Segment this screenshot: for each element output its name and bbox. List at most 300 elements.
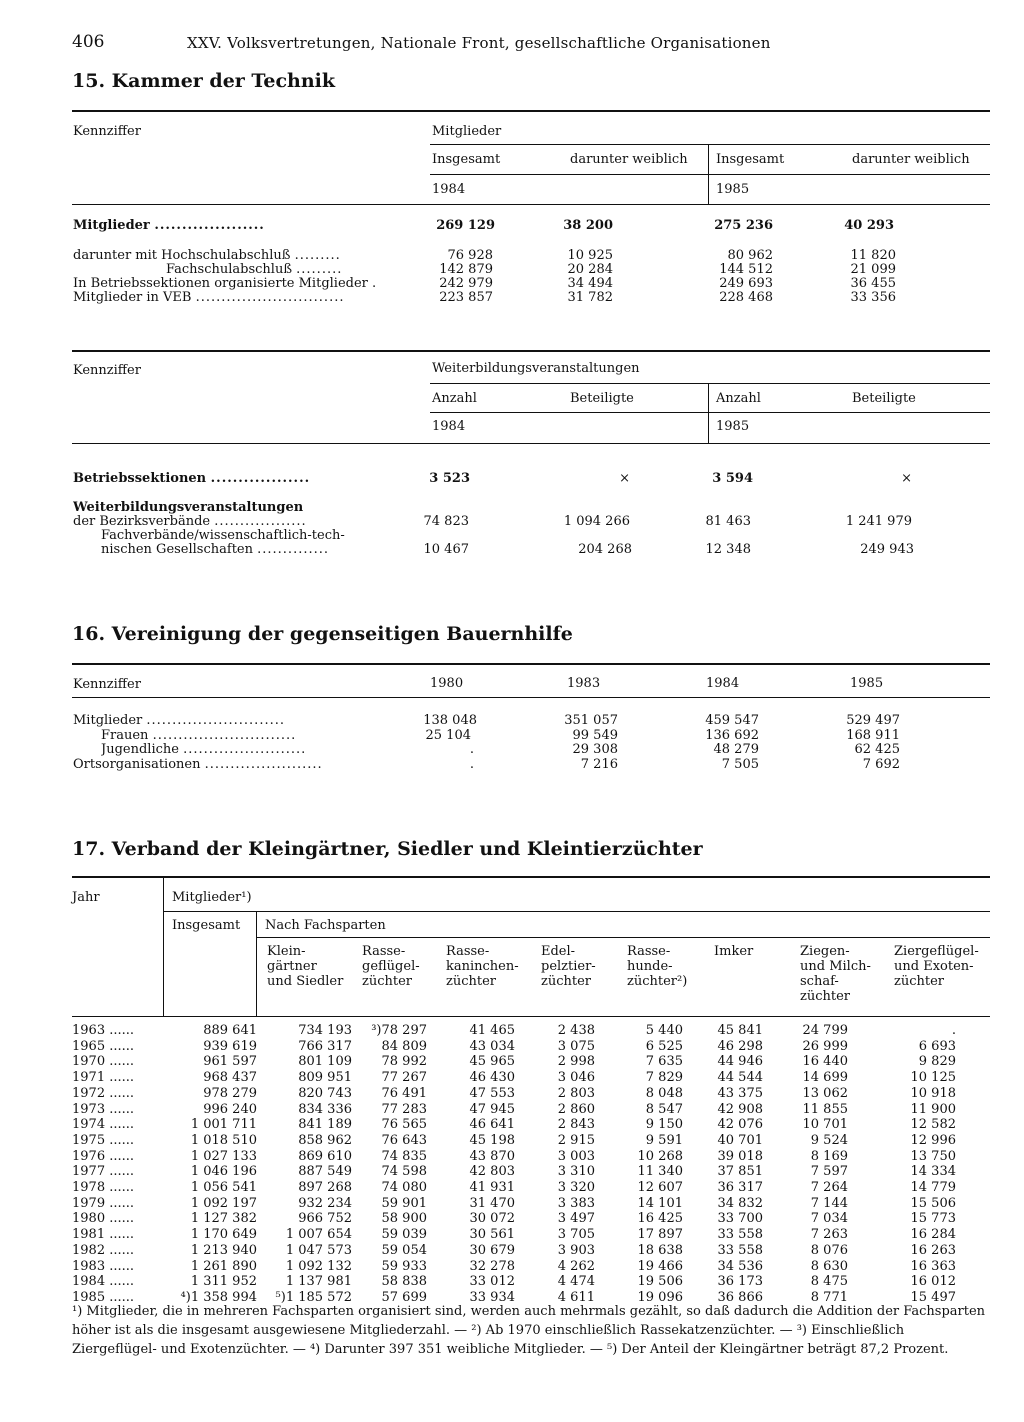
- row-label: Mitglieder in VEB .............................: [73, 290, 345, 305]
- cell: 16 284: [910, 1227, 956, 1243]
- col-group-header: Mitglieder: [432, 124, 502, 139]
- cell: 9 150: [645, 1117, 683, 1133]
- cell: 3 383: [557, 1195, 595, 1211]
- cell: 59 901: [381, 1195, 427, 1211]
- cell: 16 263: [910, 1242, 956, 1258]
- cell: 77 283: [381, 1101, 427, 1117]
- table-row: [60, 1180, 956, 1196]
- cell: 25 104: [425, 728, 471, 743]
- cell: 275 236: [714, 218, 773, 233]
- cell: 11 340: [637, 1164, 683, 1180]
- cell: 961 597: [203, 1054, 257, 1070]
- cell: 3 003: [557, 1148, 595, 1164]
- cell: 4 611: [557, 1289, 595, 1305]
- cell: 1 127 382: [190, 1211, 257, 1227]
- col-header-kennziffer: Kennziffer: [73, 677, 141, 692]
- year-header: 1983: [567, 676, 601, 691]
- cell: 8 771: [810, 1289, 848, 1305]
- cell: 45 841: [717, 1023, 763, 1038]
- year-cell: 1971 ......: [72, 1070, 135, 1086]
- table-row: [60, 1259, 956, 1275]
- cell: 40 701: [717, 1132, 763, 1148]
- cell: 3 310: [557, 1164, 595, 1180]
- col-header: Imker: [714, 944, 754, 959]
- cell: .: [469, 742, 474, 757]
- year-cell: 1983 ......: [72, 1258, 135, 1274]
- col-header-insgesamt: Insgesamt: [172, 918, 241, 933]
- cell: 887 549: [298, 1164, 352, 1180]
- table-row: [60, 1227, 956, 1243]
- year-header: 1984: [432, 182, 466, 197]
- cell: 17 897: [637, 1227, 683, 1243]
- rule: [430, 383, 990, 384]
- col-header: darunter weiblich: [852, 152, 970, 167]
- cell: 9 591: [645, 1132, 683, 1148]
- cell: 30 561: [469, 1227, 515, 1243]
- table-row: [60, 1274, 956, 1290]
- cell: 84 809: [381, 1038, 427, 1054]
- col-header: Beteiligte: [852, 391, 916, 406]
- cell: 74 835: [381, 1148, 427, 1164]
- table-row: [60, 1133, 956, 1149]
- row-label: der Bezirksverbände ..................: [73, 514, 307, 529]
- running-head: XXV. Volksvertretungen, Nationale Front, gesellschaftliche Organisationen: [187, 34, 771, 52]
- divider: [163, 876, 164, 1016]
- cell: 14 101: [637, 1195, 683, 1211]
- cell: 939 619: [203, 1038, 257, 1054]
- cell: 44 946: [717, 1054, 763, 1070]
- year-cell: 1974 ......: [72, 1117, 135, 1133]
- col-header: Edel- pelztier- züchter: [541, 944, 596, 989]
- cell: 144 512: [719, 262, 773, 277]
- year-cell: 1965 ......: [72, 1038, 135, 1054]
- cell: 36 317: [717, 1180, 763, 1196]
- cell: 968 437: [203, 1070, 257, 1086]
- cell: 12 582: [910, 1117, 956, 1133]
- cell: 15 506: [910, 1195, 956, 1211]
- row-label: Mitglieder ...........................: [73, 713, 285, 728]
- cell: 76 491: [381, 1085, 427, 1101]
- cell: 834 336: [298, 1101, 352, 1117]
- cell: 99 549: [572, 728, 618, 743]
- rule: [430, 144, 990, 145]
- cell: 8 630: [810, 1258, 848, 1274]
- cell: 138 048: [423, 713, 477, 728]
- cell: 1 001 711: [190, 1117, 257, 1133]
- row-label: Mitglieder ....................: [73, 218, 265, 233]
- cell: 249 943: [860, 542, 914, 557]
- col-header-kennziffer: Kennziffer: [73, 124, 141, 139]
- row-label: Weiterbildungsveranstaltungen: [73, 500, 304, 515]
- cell: ³)78 297: [371, 1023, 427, 1038]
- cell: 2 860: [557, 1101, 595, 1117]
- table-row: [60, 1086, 956, 1102]
- table-row: [60, 1164, 956, 1180]
- cell: 734 193: [298, 1023, 352, 1038]
- cell: 242 979: [439, 276, 493, 291]
- cell: 10 467: [423, 542, 469, 557]
- cell: 43 034: [469, 1038, 515, 1054]
- rule: [163, 911, 990, 912]
- cell: 996 240: [203, 1101, 257, 1117]
- cell: 529 497: [846, 713, 900, 728]
- cell: 9 829: [918, 1054, 956, 1070]
- cell: 168 911: [846, 728, 900, 743]
- cell: 1 007 654: [285, 1227, 352, 1243]
- cell: 1 137 981: [285, 1274, 352, 1290]
- year-cell: 1985 ......: [72, 1289, 135, 1305]
- year-header: 1984: [432, 419, 466, 434]
- cell: 7 505: [721, 757, 759, 772]
- col-header: Ziergeflügel- und Exoten- züchter: [894, 944, 979, 989]
- cell: 1 092 132: [285, 1258, 352, 1274]
- year-cell: 1972 ......: [72, 1085, 135, 1101]
- cell: 7 635: [645, 1054, 683, 1070]
- col-header: Anzahl: [432, 391, 477, 406]
- col-header: Beteiligte: [570, 391, 634, 406]
- cell: 858 962: [298, 1132, 352, 1148]
- cell: 47 945: [469, 1101, 515, 1117]
- col-header: Rasse- geflügel- züchter: [362, 944, 420, 989]
- cell: 77 267: [381, 1070, 427, 1086]
- cell: 7 597: [810, 1164, 848, 1180]
- cell: 26 999: [802, 1038, 848, 1054]
- cell: 351 057: [564, 713, 618, 728]
- cell: 820 743: [298, 1085, 352, 1101]
- cell: 33 558: [717, 1227, 763, 1243]
- cell: 2 803: [557, 1085, 595, 1101]
- divider: [708, 144, 709, 204]
- col-header: darunter weiblich: [570, 152, 688, 167]
- cell: 21 099: [850, 262, 896, 277]
- section-15-title: 15. Kammer der Technik: [72, 70, 336, 92]
- cell: 10 125: [910, 1070, 956, 1086]
- cell: 1 261 890: [190, 1258, 257, 1274]
- cell: 841 189: [298, 1117, 352, 1133]
- cell: 43 870: [469, 1148, 515, 1164]
- cell: 36 455: [850, 276, 896, 291]
- divider: [256, 911, 257, 1016]
- cell: 204 268: [578, 542, 632, 557]
- cell: 136 692: [705, 728, 759, 743]
- rule: [72, 697, 990, 698]
- cell: 62 425: [854, 742, 900, 757]
- cell: 3 903: [557, 1242, 595, 1258]
- cell: 32 278: [469, 1258, 515, 1274]
- rule: [72, 876, 990, 878]
- cell: 39 018: [717, 1148, 763, 1164]
- year-cell: 1978 ......: [72, 1180, 135, 1196]
- col-header: Ziegen- und Milch- schaf- züchter: [800, 944, 871, 1004]
- cell: 3 497: [557, 1211, 595, 1227]
- cell: 31 470: [469, 1195, 515, 1211]
- cell: 3 075: [557, 1038, 595, 1054]
- year-header: 1985: [716, 419, 750, 434]
- row-label: In Betriebssektionen organisierte Mitglieder .: [73, 276, 377, 291]
- cell: 59 054: [381, 1242, 427, 1258]
- cell: 41 931: [469, 1180, 515, 1196]
- cell: 16 012: [910, 1274, 956, 1290]
- year-cell: 1975 ......: [72, 1132, 135, 1148]
- cell: 14 334: [910, 1164, 956, 1180]
- cell: 10 925: [567, 248, 613, 263]
- col-header: Rasse- kaninchen- züchter: [446, 944, 519, 989]
- cell: 4 474: [557, 1274, 595, 1290]
- cell: 58 900: [381, 1211, 427, 1227]
- cell: 1 047 573: [285, 1242, 352, 1258]
- cell: 34 494: [567, 276, 613, 291]
- table-row: [60, 1070, 956, 1086]
- cell: 78 992: [381, 1054, 427, 1070]
- cell: 2 998: [557, 1054, 595, 1070]
- year-header: 1985: [716, 182, 750, 197]
- cell: 3 705: [557, 1227, 595, 1243]
- cell: 45 198: [469, 1132, 515, 1148]
- table-row: [60, 1039, 956, 1055]
- cell: 869 610: [298, 1148, 352, 1164]
- cell: 1 018 510: [190, 1132, 257, 1148]
- cell: 1 213 940: [190, 1242, 257, 1258]
- year-cell: 1973 ......: [72, 1101, 135, 1117]
- table-row: [60, 1211, 956, 1227]
- col-header-jahr: Jahr: [72, 890, 100, 905]
- cell: 7 144: [810, 1195, 848, 1211]
- row-label: Frauen ............................: [101, 728, 297, 743]
- cell: .: [951, 1023, 956, 1038]
- cell: 2 915: [557, 1132, 595, 1148]
- col-group-header: Weiterbildungsveranstaltungen: [432, 361, 640, 376]
- cell: ×: [619, 471, 630, 486]
- col-header-nach-fachsparten: Nach Fachsparten: [265, 918, 386, 933]
- section-17-title: 17. Verband der Kleingärtner, Siedler und Kleintierzüchter: [72, 838, 703, 860]
- cell: 42 803: [469, 1164, 515, 1180]
- divider: [708, 383, 709, 443]
- cell: 76 565: [381, 1117, 427, 1133]
- year-cell: 1984 ......: [72, 1274, 135, 1290]
- col-header: Rasse- hunde- züchter²): [627, 944, 688, 989]
- cell: 1 092 197: [190, 1195, 257, 1211]
- col-header: Insgesamt: [432, 152, 501, 167]
- cell: 80 962: [727, 248, 773, 263]
- cell: 19 096: [637, 1289, 683, 1305]
- cell: 897 268: [298, 1180, 352, 1196]
- cell: 76 643: [381, 1132, 427, 1148]
- col-header-mitglieder: Mitglieder¹): [172, 890, 252, 905]
- cell: 16 363: [910, 1258, 956, 1274]
- row-label: Betriebssektionen ..................: [73, 471, 311, 486]
- col-header-kennziffer: Kennziffer: [73, 363, 141, 378]
- cell: 6 693: [918, 1038, 956, 1054]
- table-row: [60, 1023, 956, 1039]
- cell: 7 216: [580, 757, 618, 772]
- cell: 766 317: [298, 1038, 352, 1054]
- table-row: [60, 1196, 956, 1212]
- cell: 37 851: [717, 1164, 763, 1180]
- cell: 47 553: [469, 1085, 515, 1101]
- cell: 18 638: [637, 1242, 683, 1258]
- cell: 1 170 649: [190, 1227, 257, 1243]
- cell: 46 430: [469, 1070, 515, 1086]
- table-row: [60, 1243, 956, 1259]
- cell: 978 279: [203, 1085, 257, 1101]
- rule: [72, 1016, 990, 1017]
- cell: 7 829: [645, 1070, 683, 1086]
- cell: 74 598: [381, 1164, 427, 1180]
- cell: 12 348: [705, 542, 751, 557]
- rule: [72, 350, 990, 352]
- cell: 269 129: [436, 218, 495, 233]
- cell: 19 506: [637, 1274, 683, 1290]
- cell: 1 311 952: [190, 1274, 257, 1290]
- cell: 9 524: [810, 1132, 848, 1148]
- year-header: 1980: [430, 676, 464, 691]
- page-number: 406: [72, 32, 105, 52]
- row-label: Fachschulabschluß .........: [166, 262, 343, 277]
- table-row: [60, 1054, 956, 1070]
- rule: [72, 110, 990, 112]
- cell: 11 855: [802, 1101, 848, 1117]
- cell: 1 046 196: [190, 1164, 257, 1180]
- cell: 16 425: [637, 1211, 683, 1227]
- rule: [72, 443, 990, 444]
- col-header: Anzahl: [716, 391, 761, 406]
- cell: 33 934: [469, 1289, 515, 1305]
- cell: 3 523: [429, 471, 470, 486]
- cell: 5 440: [645, 1023, 683, 1038]
- cell: 33 700: [717, 1211, 763, 1227]
- year-cell: 1963 ......: [72, 1023, 135, 1038]
- cell: 36 866: [717, 1289, 763, 1305]
- year-header: 1985: [850, 676, 884, 691]
- col-header: Klein- gärtner und Siedler: [267, 944, 344, 989]
- table-row: [60, 1149, 956, 1165]
- year-cell: 1980 ......: [72, 1211, 135, 1227]
- cell: 30 679: [469, 1242, 515, 1258]
- cell: 59 933: [381, 1258, 427, 1274]
- cell: 8 048: [645, 1085, 683, 1101]
- cell: 3 320: [557, 1180, 595, 1196]
- row-label: darunter mit Hochschulabschluß .........: [73, 248, 341, 263]
- cell: 33 356: [850, 290, 896, 305]
- cell: 932 234: [298, 1195, 352, 1211]
- cell: 46 298: [717, 1038, 763, 1054]
- cell: 46 641: [469, 1117, 515, 1133]
- cell: 15 773: [910, 1211, 956, 1227]
- cell: 57 699: [381, 1289, 427, 1305]
- cell: 34 536: [717, 1258, 763, 1274]
- cell: 24 799: [802, 1023, 848, 1038]
- cell: 30 072: [469, 1211, 515, 1227]
- cell: 11 900: [910, 1101, 956, 1117]
- cell: 801 109: [298, 1054, 352, 1070]
- cell: 7 263: [810, 1227, 848, 1243]
- cell: 3 594: [712, 471, 753, 486]
- cell: 58 838: [381, 1274, 427, 1290]
- cell: 228 468: [719, 290, 773, 305]
- cell: 42 908: [717, 1101, 763, 1117]
- cell: 7 692: [862, 757, 900, 772]
- cell: 74 080: [381, 1180, 427, 1196]
- cell: 44 544: [717, 1070, 763, 1086]
- cell: 20 284: [567, 262, 613, 277]
- rule: [430, 412, 990, 413]
- cell: .: [469, 757, 474, 772]
- cell: 16 440: [802, 1054, 848, 1070]
- cell: 36 173: [717, 1274, 763, 1290]
- cell: 13 750: [910, 1148, 956, 1164]
- cell: 14 779: [910, 1180, 956, 1196]
- cell: 459 547: [705, 713, 759, 728]
- col-header: Insgesamt: [716, 152, 785, 167]
- year-cell: 1979 ......: [72, 1195, 135, 1211]
- row-label: Fachverbände/wissenschaftlich-tech-: [101, 528, 345, 543]
- cell: ⁵)1 185 572: [275, 1289, 352, 1305]
- row-label: nischen Gesellschaften ..............: [101, 542, 329, 557]
- cell: 11 820: [850, 248, 896, 263]
- rule: [430, 174, 990, 175]
- table-row: [60, 1102, 956, 1118]
- cell: 15 497: [910, 1289, 956, 1305]
- cell: 8 076: [810, 1242, 848, 1258]
- year-cell: 1977 ......: [72, 1164, 135, 1180]
- cell: 7 264: [810, 1180, 848, 1196]
- cell: 8 169: [810, 1148, 848, 1164]
- cell: 809 951: [298, 1070, 352, 1086]
- cell: 966 752: [298, 1211, 352, 1227]
- cell: 1 027 133: [190, 1148, 257, 1164]
- rule: [72, 663, 990, 665]
- cell: ⁴)1 358 994: [180, 1289, 257, 1305]
- cell: 13 062: [802, 1085, 848, 1101]
- cell: 19 466: [637, 1258, 683, 1274]
- cell: 76 928: [447, 248, 493, 263]
- cell: 31 782: [567, 290, 613, 305]
- cell: 142 879: [439, 262, 493, 277]
- cell: ×: [901, 471, 912, 486]
- cell: 10 918: [910, 1085, 956, 1101]
- cell: 12 996: [910, 1132, 956, 1148]
- section-16-title: 16. Vereinigung der gegenseitigen Bauernhilfe: [72, 623, 573, 645]
- cell: 59 039: [381, 1227, 427, 1243]
- cell: 48 279: [713, 742, 759, 757]
- table-row: [60, 1117, 956, 1133]
- table-17: [60, 1023, 956, 1306]
- rule: [72, 204, 990, 205]
- cell: 1 056 541: [190, 1180, 257, 1196]
- cell: 42 076: [717, 1117, 763, 1133]
- cell: 4 262: [557, 1258, 595, 1274]
- cell: 45 965: [469, 1054, 515, 1070]
- cell: 8 475: [810, 1274, 848, 1290]
- cell: 2 438: [557, 1023, 595, 1038]
- row-label: Jugendliche ........................: [101, 742, 307, 757]
- cell: 40 293: [844, 218, 894, 233]
- cell: 6 525: [645, 1038, 683, 1054]
- cell: 2 843: [557, 1117, 595, 1133]
- row-label: Ortsorganisationen .......................: [73, 757, 323, 772]
- cell: 10 701: [802, 1117, 848, 1133]
- cell: 33 558: [717, 1242, 763, 1258]
- cell: 889 641: [203, 1023, 257, 1038]
- cell: 8 547: [645, 1101, 683, 1117]
- year-header: 1984: [706, 676, 740, 691]
- cell: 14 699: [802, 1070, 848, 1086]
- year-cell: 1982 ......: [72, 1242, 135, 1258]
- cell: 249 693: [719, 276, 773, 291]
- cell: 10 268: [637, 1148, 683, 1164]
- footnotes: ¹) Mitglieder, die in mehreren Fachsparten organisiert sind, werden auch mehrmals gezählt, so daß dadurch die Addition der Fachsparten höher ist als die insgesamt ausgewiesene Mitgliederzahl. — ²) Ab 1970 einschließlich Rassekatzenzüchter. — ³) Einschließlich Ziergeflügel- und Exotenzüchter. — ⁴) Darunter 397 351 weibliche Mitglieder. — ⁵) Der Anteil der Kleingärtner beträgt 87,2 Prozent.: [72, 1304, 986, 1357]
- cell: 43 375: [717, 1085, 763, 1101]
